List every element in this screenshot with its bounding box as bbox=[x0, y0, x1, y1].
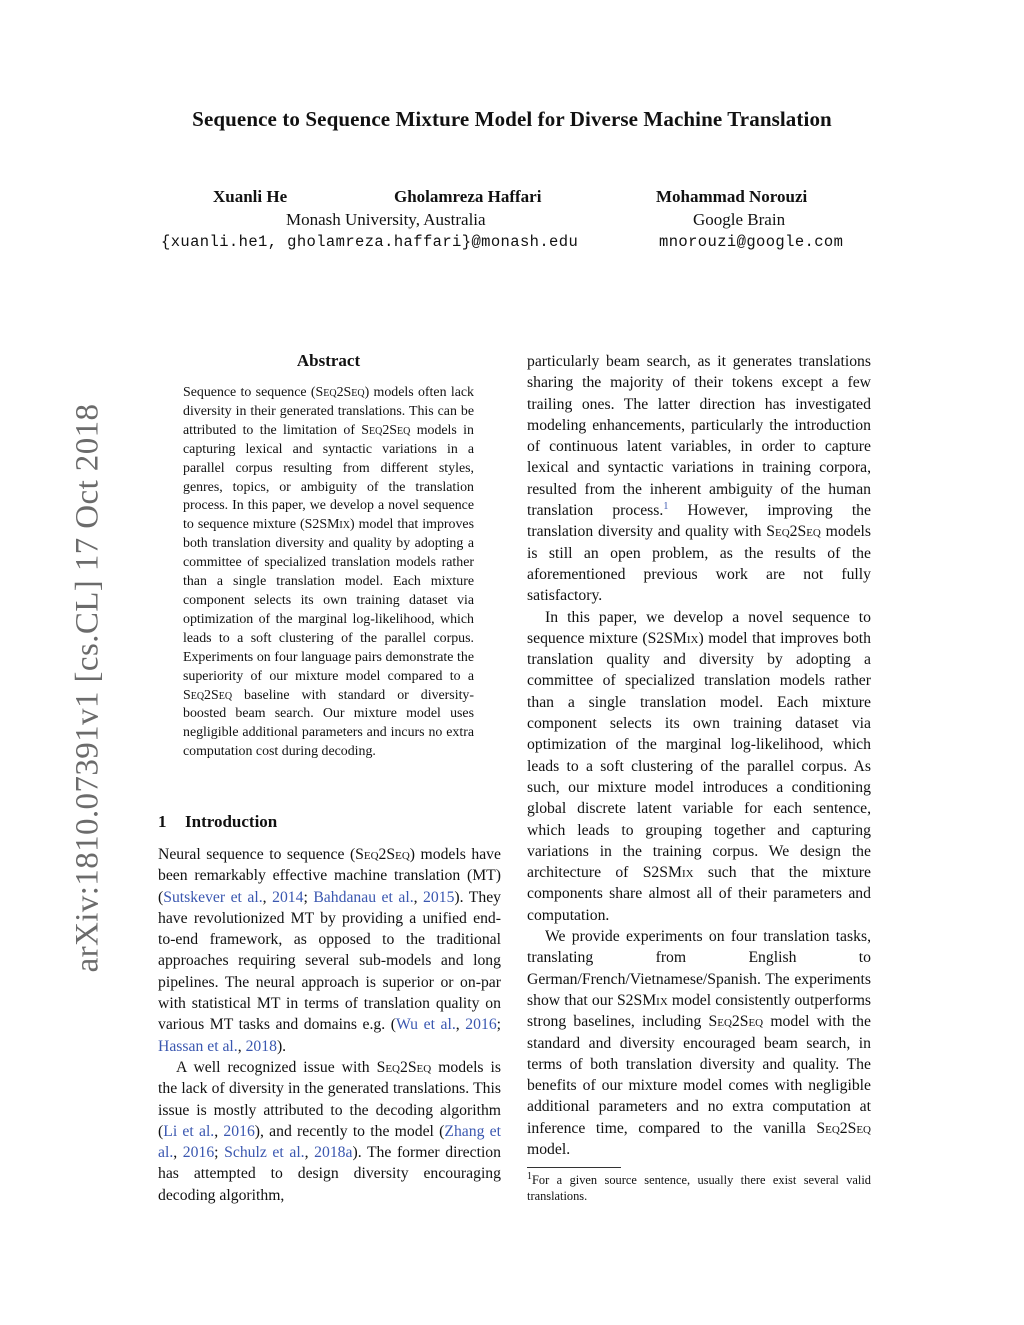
citation-link[interactable]: 2018 bbox=[245, 1037, 277, 1055]
intro-paragraph-1: Neural sequence to sequence (Seq2Seq) models have been remarkably effective machine translation (MT) (Sutskever et al., 2014; Bahdanau et al., 2015). They have revolutionized MT by providing a unified end-to-end framework, as opposed to the traditional approaches requiring several sub-models and long pipelines. The neural approach is superior or on-par with statistical MT in terms of translation quality on various MT tasks and domains e.g. (Wu et al., 2016; Hassan et al., 2018). bbox=[158, 846, 502, 1055]
footnote-reference[interactable]: 1 bbox=[663, 500, 669, 512]
citation-link[interactable]: 2016 bbox=[182, 1144, 215, 1162]
footnote: $^1$For a given source sentence, usually there exist several valid translations. bbox=[527, 1170, 871, 1203]
section-heading-introduction: 1 Introduction bbox=[158, 812, 278, 831]
intro-left-column bbox=[158, 844, 501, 1206]
intro-paragraph-4: In this paper, we develop a novel sequence to sequence mixture (S2SMix) model that improves both translation quality and diversity by adopting a committee of specialized translation models rather than a single translation model. Each mixture component selects its own training dataset via optimization of the marginal log-likelihood, which leads to a soft clustering of the parallel corpus. As such, our mixture model introduces a conditioning global discrete latent variable for each sentence, which leads to grouping together and capturing variations in the training corpus. We design the architecture of S2SMix such that the mixture components share almost all of their parameters and computation. bbox=[527, 608, 871, 924]
citation-link[interactable]: Sutskever et al. bbox=[163, 888, 263, 906]
intro-right-column bbox=[527, 351, 871, 1160]
citation-link[interactable]: Li et al. bbox=[163, 1122, 215, 1140]
footnote-mark: 1 bbox=[527, 1170, 532, 1182]
citation-link[interactable]: 2016 bbox=[465, 1016, 497, 1034]
intro-paragraph-5: We provide experiments on four translation tasks, translating from English to German/French/Vietnamese/Spanish. The experiments show that our S2SMix model consistently outperforms strong baselines, including Seq2Seq model with the standard and diversity encouraged beam search, in terms of both translation diversity and quality. The benefits of our mixture model comes with negligible additional parameters and no extra computation at inference time, compared to the vanilla Seq2Seq model. bbox=[527, 928, 871, 1158]
intro-paragraph-2: A well recognized issue with Seq2Seq models is the lack of diversity in the generated translations. This issue is mostly attributed to the decoding algorithm (Li et al., 2016), and recently to the model (Zhang et al., 2016; Schulz et al., 2018a). The former direction has attempted to design diversity encouraging decoding algorithm, bbox=[158, 1058, 502, 1204]
citation-link[interactable]: 2014 bbox=[272, 888, 304, 906]
citation-link[interactable]: 2016 bbox=[223, 1122, 255, 1140]
abstract-heading: Abstract bbox=[296, 351, 361, 370]
citation-link[interactable]: Schulz et al. bbox=[224, 1144, 305, 1162]
author-affiliation-monash: Monash University, Australia bbox=[286, 210, 486, 229]
intro-paragraph-3: particularly beam search, as it generates translations sharing the majority of their tokens except a few trailing ones. The latter direction has investigated modeling enhancements, particularly the introduction of continuous latent variables, in order to capture lexical and syntactic variations in training corpora, resulted from the inherent ambiguity of the human translation process.$^1$ However, improving the translation diversity and quality with Seq2Seq models is still an open problem, as the results of the aforementioned previous work are not fully satisfactory. bbox=[527, 353, 871, 605]
citation-link[interactable]: 2018a bbox=[314, 1144, 353, 1162]
footnote-divider bbox=[527, 1167, 621, 1168]
author-name-1: Xuanli He bbox=[213, 187, 288, 206]
abstract-body: Sequence to sequence (Seq2Seq) models often lack diversity in their generated translations. This can be attributed to the limitation of Seq2Seq models in capturing lexical and syntactic variations in a parallel corpus resulting from different styles, genres, topics, or ambiguity of the translation process. In this paper, we develop a novel sequence to sequence mixture (S2SMix) model that improves both translation diversity and quality by adopting a committee of specialized translation models rather than a single translation model. Each mixture component selects its own training dataset via optimization of the marginal log-likelihood, which leads to a soft clustering of the parallel corpus. Experiments on four language pairs demonstrate the superiority of our mixture model compared to a Seq2Seq baseline with standard or diversity-boosted beam search. Our mixture model uses negligible additional parameters and incurs no extra computation cost during decoding. bbox=[183, 385, 474, 760]
citation-link[interactable]: Bahdanau et al. bbox=[313, 888, 414, 906]
citation-link[interactable]: Wu et al. bbox=[396, 1016, 456, 1034]
author-name-2: Gholamreza Haffari bbox=[394, 187, 542, 206]
citation-link[interactable]: Zhang et al. bbox=[158, 1122, 501, 1162]
arxiv-sidebar-stamp: arXiv:1810.07391v1 [cs.CL] 17 Oct 2018 bbox=[69, 403, 106, 973]
citation-link[interactable]: 2015 bbox=[423, 888, 455, 906]
citation-link[interactable]: Hassan et al. bbox=[158, 1037, 238, 1055]
author-email-google: mnorouzi@google.com bbox=[659, 233, 844, 251]
author-name-3: Mohammad Norouzi bbox=[656, 187, 808, 206]
author-email-monash: {xuanli.he1, gholamreza.haffari}@monash.edu bbox=[161, 233, 579, 251]
author-affiliation-google: Google Brain bbox=[693, 210, 786, 229]
paper-title: Sequence to Sequence Mixture Model for Diverse Machine Translation bbox=[192, 107, 832, 131]
